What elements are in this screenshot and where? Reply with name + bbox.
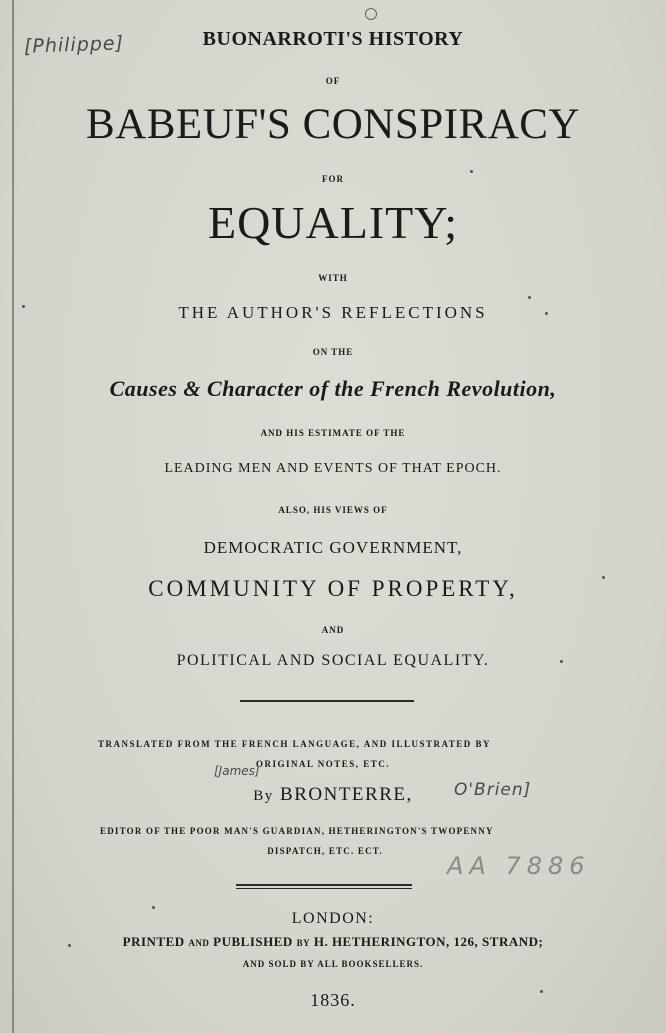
on-the-label: ON THE (312, 347, 354, 357)
foxing-spot (560, 660, 563, 663)
foxing-spot (540, 990, 543, 993)
printed-by-word: BY (296, 938, 311, 948)
democratic-government-line: DEMOCRATIC GOVERNMENT, (203, 538, 463, 557)
page-edge (12, 0, 14, 1033)
imprint-city: LONDON: (291, 910, 375, 927)
foxing-spot (152, 906, 155, 909)
causes-line: Causes & Character of the French Revolution, (109, 376, 557, 401)
reflections-line: THE AUTHOR'S REFLECTIONS (178, 303, 488, 322)
translated-note (98, 734, 578, 774)
for-label: FOR (322, 174, 344, 184)
handwritten-james: [James] (214, 764, 260, 778)
sold-by-line: AND SOLD BY ALL BOOKSELLERS. (242, 959, 424, 969)
printed-word: PRINTED (122, 934, 185, 949)
leading-men-line: LEADING MEN AND EVENTS OF THAT EPOCH. (164, 461, 502, 476)
handwritten-obrien: O'Brien] (454, 780, 532, 800)
foxing-spot (22, 305, 25, 308)
title-line-1: BUONARROTI'S HISTORY (202, 28, 464, 50)
foxing-spot (68, 944, 71, 947)
published-word: PUBLISHED (213, 934, 293, 949)
publication-year: 1836. (310, 990, 356, 1010)
and-label: AND (321, 625, 345, 635)
foxing-spot (602, 576, 605, 579)
political-equality-line: POLITICAL AND SOCIAL EQUALITY. (176, 652, 490, 669)
handwritten-philippe: [Philippe] (23, 32, 125, 58)
printer-name: H. HETHERINGTON, 126, STRAND; (313, 934, 544, 949)
printed-and-word: AND (188, 938, 210, 948)
pencil-shelfmark: AA 7886 (447, 852, 591, 880)
editor-line-1: EDITOR OF THE POOR MAN'S GUARDIAN, HETHERINGTON'S TWOPENNY (100, 826, 494, 836)
double-rule-bottom (236, 888, 412, 889)
with-label: WITH (318, 273, 348, 283)
double-rule-top (236, 884, 412, 886)
foxing-spot (470, 170, 473, 173)
by-prefix: By (253, 788, 274, 804)
translated-line-1: TRANSLATED FROM THE FRENCH LANGUAGE, AND ILLUSTRATED BY (98, 739, 492, 749)
translated-line-2: ORIGINAL NOTES, ETC. (255, 759, 391, 769)
foxing-spot (545, 312, 548, 315)
editor-line-2: DISPATCH, ETC. ECT. (267, 846, 383, 856)
author-line (0, 784, 666, 806)
author-name: BRONTERRE, (280, 784, 413, 805)
foxing-spot (528, 296, 531, 299)
and-his-estimate-line: AND HIS ESTIMATE OF THE (260, 428, 406, 438)
divider-rule (240, 700, 414, 702)
pencil-circle-mark (365, 8, 377, 20)
title-line-2: BABEUF'S CONSPIRACY (86, 101, 580, 148)
of-label: OF (325, 76, 341, 86)
community-property-line: COMMUNITY OF PROPERTY, (148, 576, 518, 601)
title-line-3: EQUALITY; (207, 197, 459, 248)
also-views-line: ALSO, HIS VIEWS OF (278, 505, 388, 515)
imprint-printer (0, 934, 666, 950)
